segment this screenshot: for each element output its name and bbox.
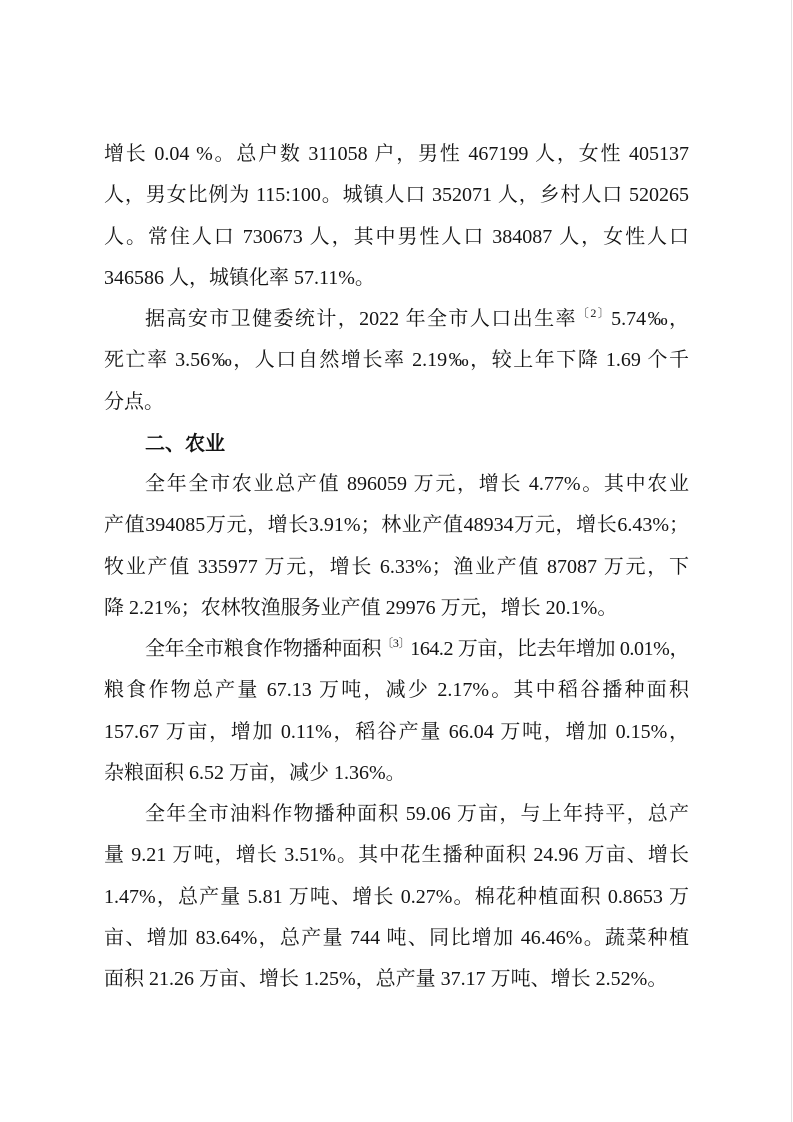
text-run: 死亡率 3.56‰，人口自然增长率 2.19‰，较上年下降 1.69 个千 [104,349,689,372]
text-line [104,299,689,340]
section-heading-text [104,423,689,464]
text-line [104,753,689,794]
text-line [104,134,689,175]
text-run: 面积 21.26 万亩、增长 1.25%，总产量 37.17 万吨、增长 2.52%。 [104,968,668,990]
text-run: 据高安市卫健委统计，2022 年全市人口出生率 [145,308,577,330]
text-line [104,464,689,505]
section-heading [104,423,689,464]
text-line [104,505,689,546]
text-run: 增长 0.04 %。总户数 311058 户，男性 467199 人，女性 405137 [104,143,689,165]
text-run: 346586 人，城镇化率 57.11%。 [104,266,375,289]
text-line [104,258,689,299]
paragraph [104,134,689,299]
page-edge [791,0,792,1122]
footnote-marker: 〔3〕 [381,636,411,650]
text-line [104,794,689,835]
text-line [104,712,689,753]
text-run: 杂粮面积 6.52 万亩，减少 1.36%。 [104,761,406,784]
text-run: 分点。 [104,390,164,413]
footnote-marker: 〔2〕 [576,306,612,320]
paragraph [104,629,689,794]
text-line [104,670,689,711]
text-line [104,918,689,959]
text-run: 164.2 万亩，比去年增加 0.01%， [410,638,689,660]
paragraph [104,299,689,423]
text-run: 全年全市粮食作物播种面积 [145,638,382,660]
text-run: 量 9.21 万吨，增长 3.51%。其中花生播种面积 24.96 万亩、增长 [104,844,689,867]
text-line [104,340,689,381]
text-line [104,959,689,1000]
text-run: 产值394085万元，增长3.91%；林业产值48934万元，增长6.43%； [104,514,689,537]
text-line [104,175,689,216]
text-run: 全年全市农业总产值 896059 万元，增长 4.77%。其中农业 [145,473,689,495]
text-line [104,217,689,258]
text-run: 牧业产值 335977 万元，增长 6.33%；渔业产值 87087 万元，下 [104,555,689,578]
text-run: 157.67 万亩，增加 0.11%，稻谷产量 66.04 万吨，增加 0.15%， [104,720,689,743]
text-line [104,629,689,670]
text-run: 亩、增加 83.64%，总产量 744 吨、同比增加 46.46%。蔬菜种植 [104,926,689,949]
text-run: 二、农业 [145,430,225,455]
text-run: 人，男女比例为 115:100。城镇人口 352071 人，乡村人口 520265 [104,184,689,207]
text-line [104,588,689,629]
text-run: 1.47%，总产量 5.81 万吨、增长 0.27%。棉花种植面积 0.8653 万 [104,885,689,908]
text-line [104,877,689,918]
text-line [104,382,689,423]
text-line [104,547,689,588]
text-run: 粮食作物总产量 67.13 万吨，减少 2.17%。其中稻谷播种面积 [104,679,689,702]
text-run: 人。常住人口 730673 人，其中男性人口 384087 人，女性人口 [104,225,689,248]
paragraph [104,464,689,629]
text-line [104,835,689,876]
text-run: 全年全市油料作物播种面积 59.06 万亩，与上年持平，总产 [145,803,689,825]
text-run: 降 2.21%；农林牧渔服务业产值 29976 万元，增长 20.1%。 [104,596,618,619]
document-body [104,134,689,1000]
text-run: 5.74‰， [611,308,689,330]
paragraph [104,794,689,1000]
